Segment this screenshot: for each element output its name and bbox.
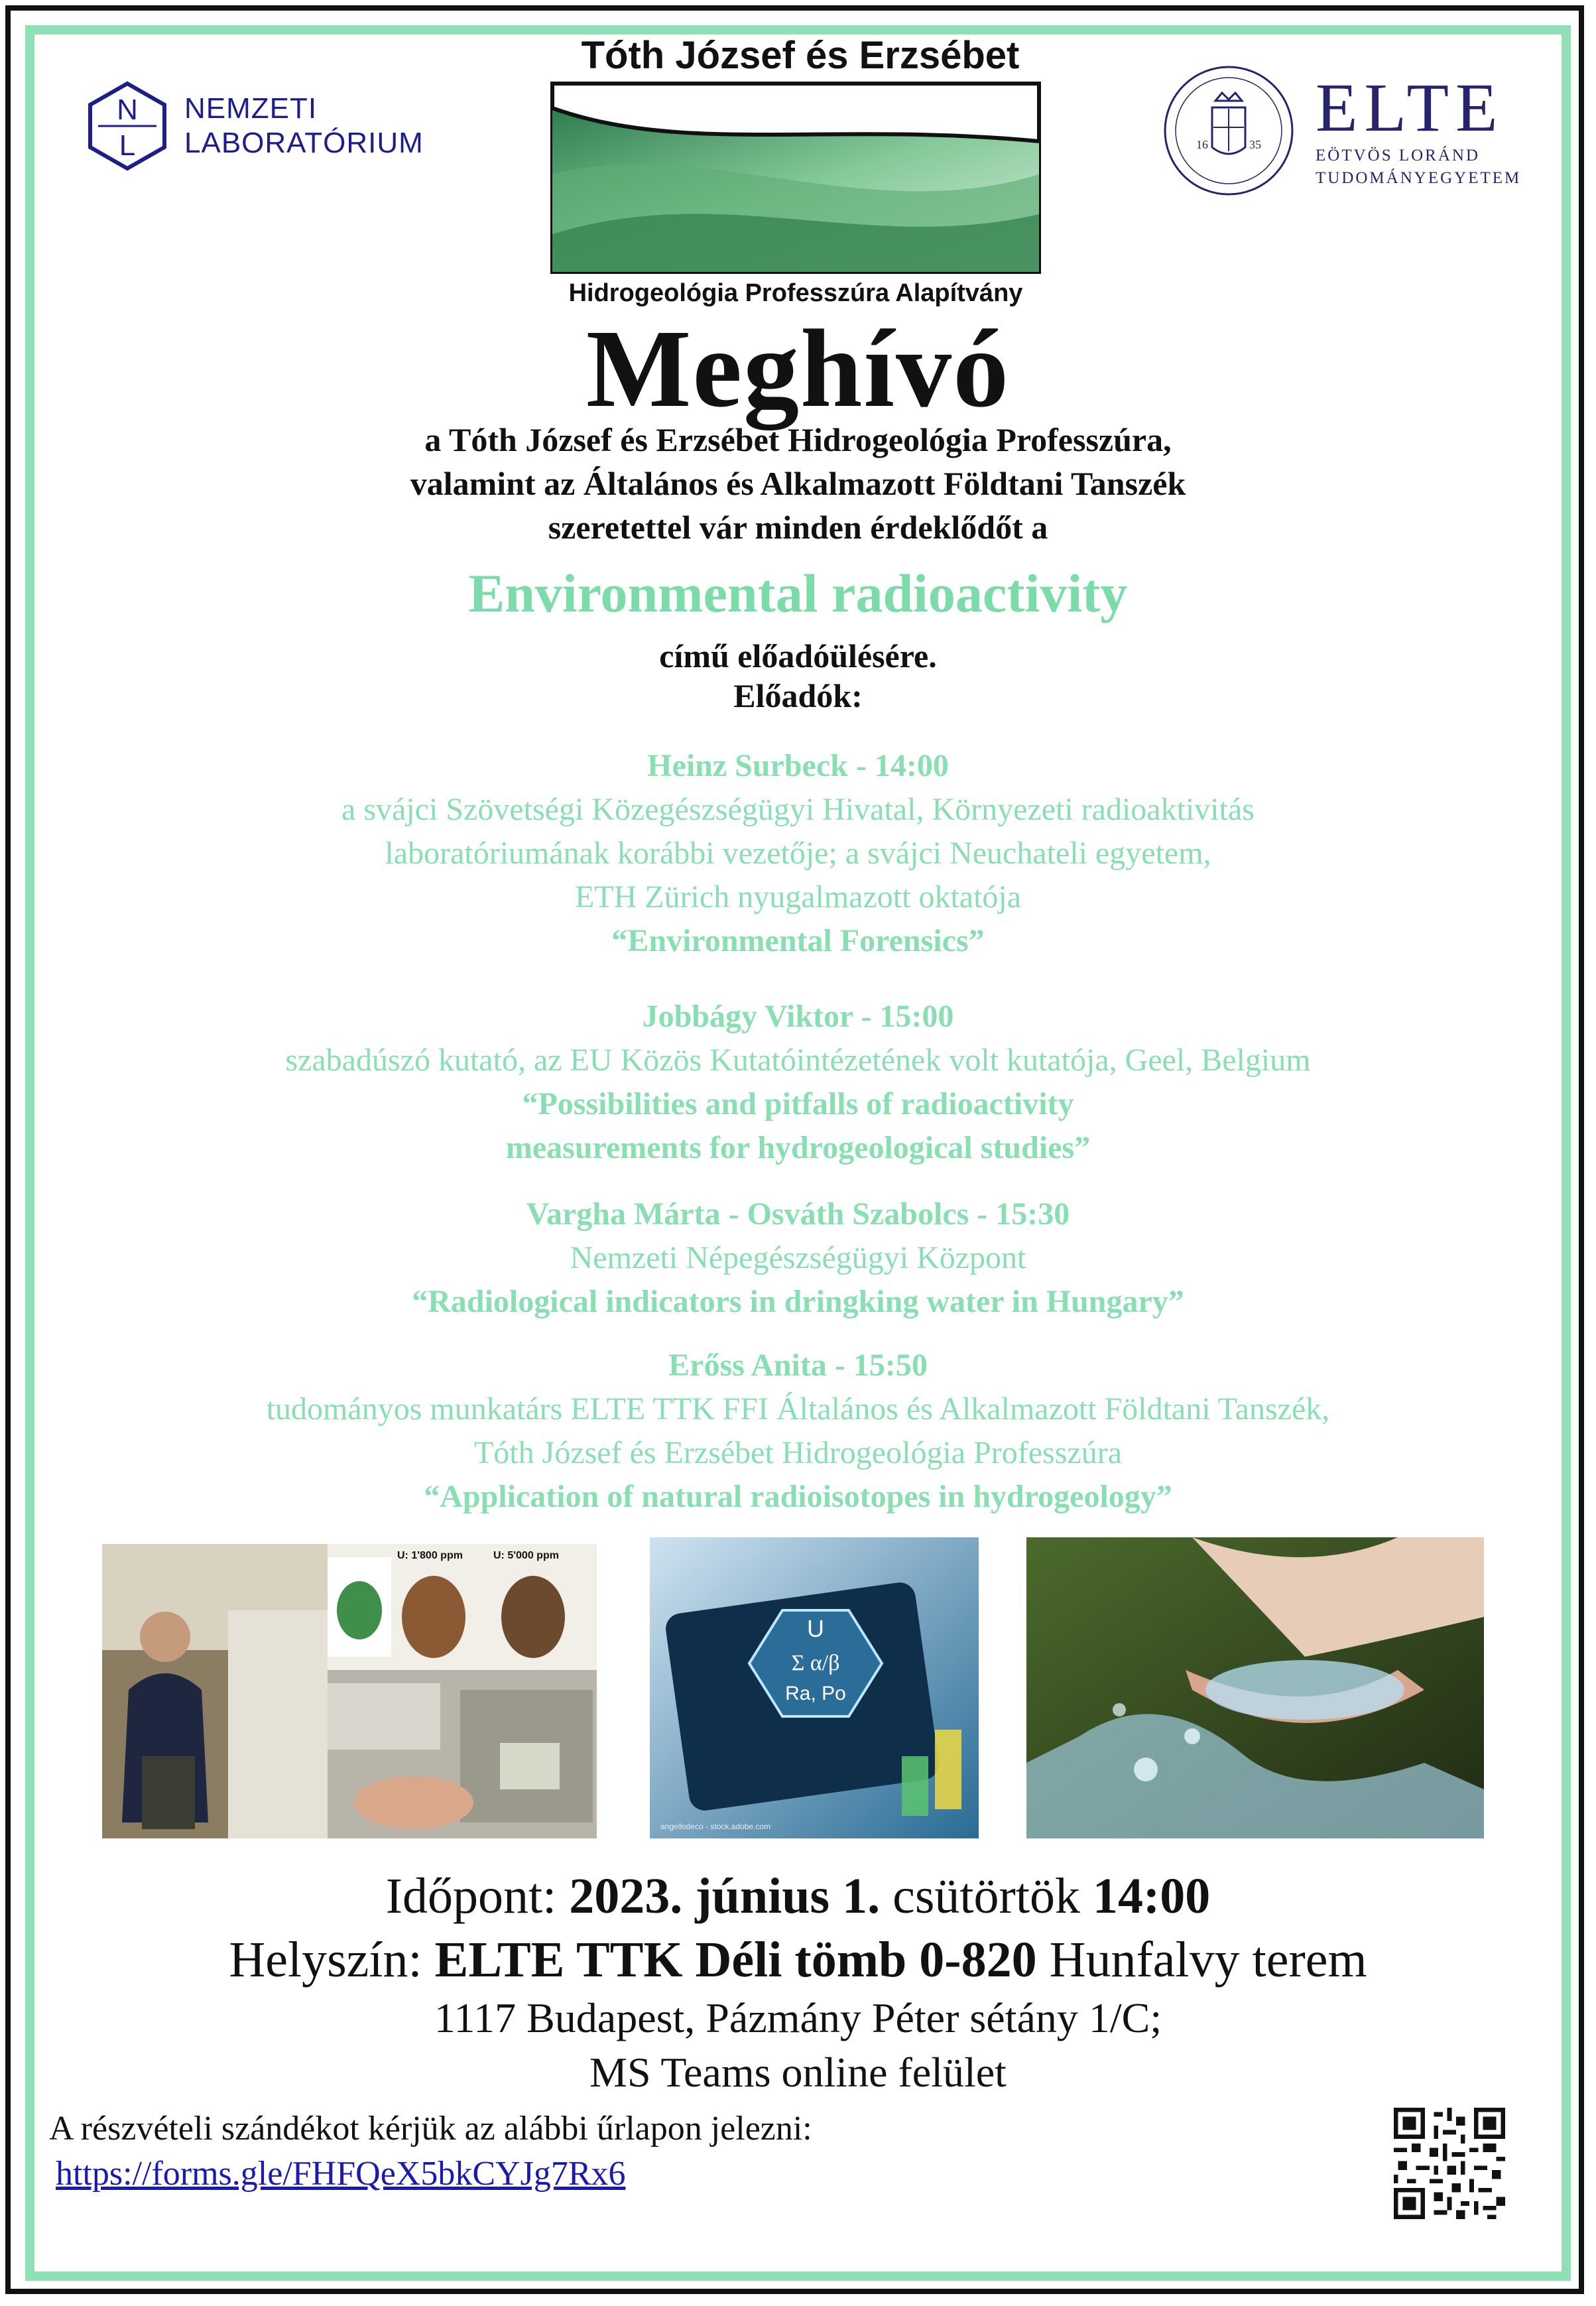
speaker-block	[0, 995, 1596, 1170]
date-day: csütörtök	[880, 1868, 1093, 1924]
seal-right-year: 35	[1249, 138, 1261, 151]
nl-letter-n: N	[117, 94, 138, 126]
elte-name: ELTE	[1316, 70, 1504, 146]
speaker-name: Erőss Anita - 15:50	[668, 1348, 928, 1383]
intro-line1: a Tóth József és Erzsébet Hidrogeológia Professzúra,	[424, 421, 1172, 458]
foundation-wave-graphic	[550, 82, 1041, 274]
event-address: 1117 Budapest, Pázmány Péter sétány 1/C;	[434, 1994, 1162, 2041]
speaker-block	[0, 1344, 1596, 1519]
speaker-affiliation: Tóth József és Erzsébet Hidrogeológia Professzúra	[473, 1435, 1122, 1470]
venue-place: ELTE TTK Déli tömb 0-820	[434, 1932, 1037, 1988]
speaker-block	[0, 1192, 1596, 1324]
venue-prefix: Helyszín:	[229, 1932, 435, 1988]
tablet-illustration	[650, 1537, 979, 1838]
photo-water-hands	[1026, 1537, 1484, 1838]
date-time: 14:00	[1092, 1868, 1211, 1924]
speaker-name: Vargha Márta - Osváth Szabolcs - 15:30	[526, 1196, 1070, 1232]
registration-link[interactable]: https://forms.gle/FHFQeX5bkCYJg7Rx6	[56, 2155, 626, 2193]
speaker-affiliation: laboratóriumának korábbi vezetője; a svájci Neuchateli egyetem,	[385, 836, 1211, 871]
topic-suffix: című előadóülésére.	[659, 637, 937, 674]
intro-line3: szeretettel vár minden érdeklődőt a	[548, 509, 1048, 546]
speaker-block	[0, 744, 1596, 963]
lab-collage-illustration	[102, 1544, 597, 1838]
page-title: Meghívó	[585, 307, 1011, 430]
elte-line2: TUDOMÁNYEGYETEM	[1316, 169, 1522, 187]
date-value: 2023. június 1.	[569, 1868, 881, 1924]
speaker-affiliation: tudományos munkatárs ELTE TTK FFI Általános és Alkalmazott Földtani Tanszék,	[266, 1391, 1330, 1427]
event-venue	[0, 1931, 1596, 1989]
qr-code[interactable]	[1394, 2108, 1505, 2219]
nl-line2: LABORATÓRIUM	[184, 127, 424, 159]
date-prefix: Időpont:	[385, 1868, 570, 1924]
symbol-u: U	[807, 1615, 824, 1642]
speaker-affiliation: a svájci Szövetségi Közegészségügyi Hivatal, Környezeti radioaktivitás	[341, 792, 1255, 827]
talk-title: “Radiological indicators in dringking water in Hungary”	[412, 1284, 1184, 1319]
symbol-ra-po: Ra, Po	[785, 1683, 846, 1704]
event-topic: Environmental radioactivity	[468, 563, 1128, 623]
event-online: MS Teams online felület	[589, 2049, 1007, 2096]
uranium-label-b: U: 5'000 ppm	[493, 1550, 559, 1561]
elte-logo	[1159, 61, 1521, 200]
photo-tablet-radiation	[650, 1537, 979, 1838]
talk-title: “Application of natural radioisotopes in hydrogeology”	[424, 1479, 1172, 1514]
nl-line1: NEMZETI	[184, 92, 318, 125]
elte-line1: EÖTVÖS LORÁND	[1316, 147, 1481, 164]
speaker-name: Jobbágy Viktor - 15:00	[642, 999, 954, 1034]
water-hands-illustration	[1026, 1537, 1484, 1838]
photo-lab-collage	[102, 1544, 597, 1838]
talk-title: “Possibilities and pitfalls of radioactivity	[522, 1086, 1074, 1121]
event-date	[0, 1868, 1596, 1925]
intro-line2: valamint az Általános és Alkalmazott Földtani Tanszék	[410, 465, 1186, 502]
speaker-affiliation: Nemzeti Népegészségügyi Központ	[570, 1240, 1026, 1275]
talk-title: measurements for hydrogeological studies”	[505, 1130, 1091, 1165]
seal-left-year: 16	[1196, 138, 1208, 151]
foundation-logo	[544, 33, 1048, 308]
speakers-label: Előadók:	[733, 677, 863, 714]
nl-hexagon-icon	[85, 80, 170, 172]
photo-credit: angellodeco - stock.adobe.com	[660, 1822, 771, 1831]
foundation-subtitle: Hidrogeológia Professzúra Alapítvány	[568, 279, 1023, 307]
registration-text: A részvételi szándékot kérjük az alábbi űrlapon jelezni:	[49, 2110, 812, 2147]
nl-letter-l: L	[119, 129, 136, 162]
venue-room: Hunfalvy terem	[1036, 1932, 1367, 1988]
elte-seal-icon	[1159, 61, 1298, 200]
foundation-title: Tóth József és Erzsébet	[581, 34, 1020, 77]
uranium-label-a: U: 1'800 ppm	[397, 1550, 463, 1561]
speaker-name: Heinz Surbeck - 14:00	[647, 748, 949, 783]
speaker-affiliation: szabadúszó kutató, az EU Közös Kutatóintézetének volt kutatója, Geel, Belgium	[285, 1043, 1311, 1078]
speaker-affiliation: ETH Zürich nyugalmazott oktatója	[574, 879, 1022, 915]
intro-text	[0, 418, 1596, 549]
talk-title: “Environmental Forensics”	[611, 923, 985, 958]
nemzeti-laboratorium-logo	[85, 80, 424, 172]
symbol-alpha-beta: Σ α/β	[791, 1651, 840, 1675]
